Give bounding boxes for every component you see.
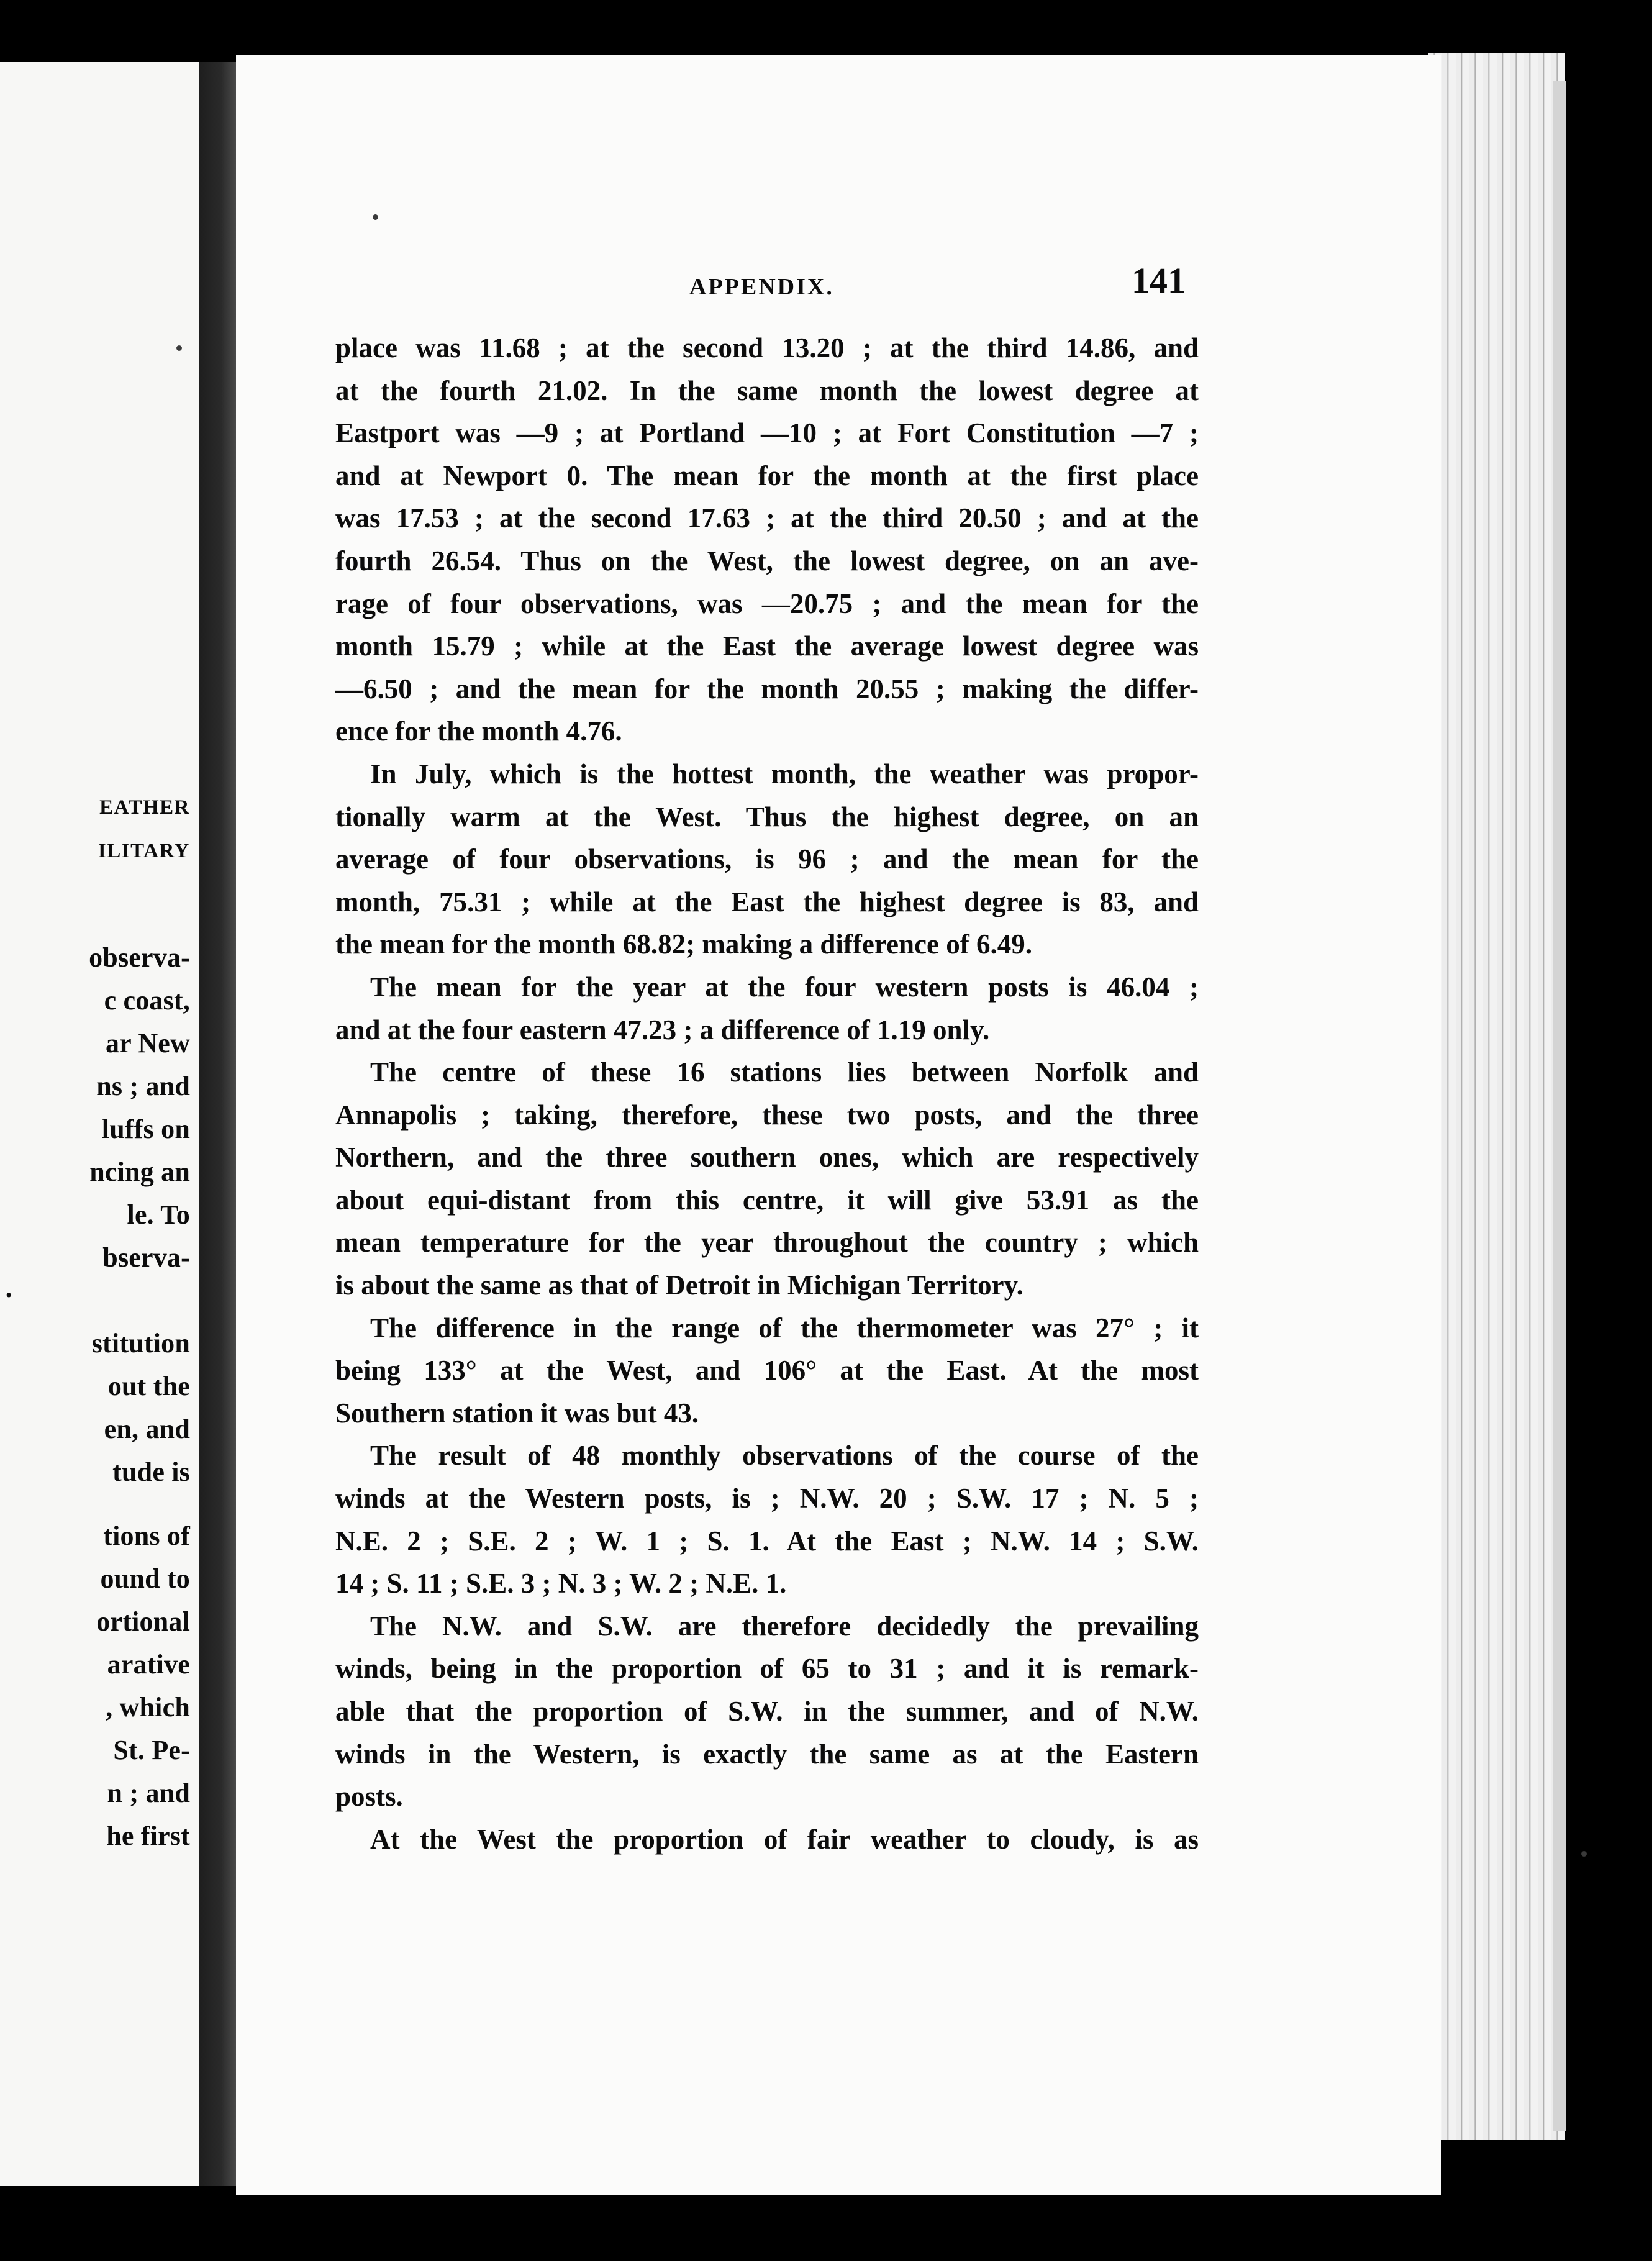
text-line: is about the same as that of Detroit in Michigan Territory. [335, 1270, 1023, 1301]
text-line: winds at the Western posts, is ; N.W. 20 ; S.W. 17 ; N. 5 ; [335, 1483, 1199, 1514]
text-line: was 17.53 ; at the second 17.63 ; at the third 20.50 ; and at the [335, 503, 1199, 534]
text-line: fourth 26.54. Thus on the West, the lowest degree, on an ave- [335, 545, 1199, 576]
left-facing-page [0, 62, 199, 2186]
page-number: 141 [1132, 260, 1186, 301]
text-line: posts. [335, 1781, 403, 1813]
text-line: winds, being in the proportion of 65 to 31 ; and it is remark- [335, 1653, 1199, 1685]
text-line: at the fourth 21.02. In the same month the lowest degree at [335, 375, 1199, 406]
left-fragment: c coast, [104, 985, 190, 1016]
text-line: about equi-distant from this centre, it will give 53.91 as the [335, 1184, 1199, 1216]
left-fragment: ns ; and [96, 1071, 190, 1101]
text-line: month 15.79 ; while at the East the average lowest degree was [335, 630, 1199, 662]
left-fragment: he first [106, 1821, 190, 1851]
text-line: Southern station it was but 43. [335, 1397, 699, 1429]
page-edges-shadow [1553, 81, 1566, 2131]
left-fragment: le. To [127, 1199, 190, 1230]
left-fragment: ortional [96, 1606, 190, 1637]
text-line: The result of 48 monthly observations of the course of the [370, 1440, 1199, 1472]
text-line: able that the proportion of S.W. in the summer, and of N.W. [335, 1696, 1199, 1727]
running-head: APPENDIX. [689, 274, 834, 300]
text-line: month, 75.31 ; while at the East the highest degree is 83, and [335, 886, 1199, 917]
left-fragment: luffs on [101, 1114, 190, 1144]
left-fragment: en, and [104, 1414, 190, 1444]
text-line: At the West the proportion of fair weather to cloudy, is as [370, 1823, 1199, 1855]
text-line: the mean for the month 68.82; making a difference of 6.49. [335, 929, 1032, 960]
text-line: —6.50 ; and the mean for the month 20.55 ; making the differ- [335, 673, 1199, 704]
left-fragment: out the [107, 1371, 190, 1401]
speck-mark [176, 345, 182, 351]
text-line: and at the four eastern 47.23 ; a difference of 1.19 only. [335, 1014, 990, 1045]
left-fragment: ar New [105, 1028, 190, 1058]
text-line: In July, which is the hottest month, the weather was propor- [370, 758, 1199, 789]
left-fragment: ound to [100, 1563, 190, 1594]
text-line: tionally warm at the West. Thus the highest degree, on an [335, 801, 1199, 832]
text-line: winds in the Western, is exactly the same as at the Eastern [335, 1738, 1199, 1770]
left-fragment: arative [107, 1649, 190, 1680]
left-fragment: EATHER [99, 796, 190, 819]
text-line: mean temperature for the year throughout the country ; which [335, 1227, 1199, 1258]
body-text [335, 327, 1199, 1860]
left-fragment: tions of [103, 1521, 190, 1551]
left-fragment: bserva- [102, 1242, 190, 1273]
text-line: 14 ; S. 11 ; S.E. 3 ; N. 3 ; W. 2 ; N.E. 1. [335, 1568, 787, 1599]
text-line: The mean for the year at the four western posts is 46.04 ; [370, 971, 1199, 1003]
text-line: being 133° at the West, and 106° at the East. At the most [335, 1355, 1199, 1386]
left-fragment: St. Pe- [113, 1735, 190, 1765]
left-fragment: . [5, 1273, 12, 1303]
text-line: Northern, and the three southern ones, which are respectively [335, 1142, 1199, 1173]
text-line: and at Newport 0. The mean for the month at the first place [335, 460, 1199, 491]
text-line: place was 11.68 ; at the second 13.20 ; at the third 14.86, and [335, 332, 1199, 363]
text-line: The difference in the range of the thermometer was 27° ; it [370, 1312, 1199, 1344]
text-line: average of four observations, is 96 ; and the mean for the [335, 844, 1199, 875]
text-line: The centre of these 16 stations lies between Norfolk and [370, 1057, 1199, 1088]
text-line: rage of four observations, was —20.75 ; and the mean for the [335, 588, 1199, 619]
left-fragment: n ; and [107, 1778, 190, 1808]
text-line: Eastport was —9 ; at Portland —10 ; at Fort Constitution —7 ; [335, 417, 1199, 449]
text-line: ence for the month 4.76. [335, 716, 622, 747]
left-fragment: ncing an [89, 1157, 190, 1187]
book-gutter [199, 62, 236, 2186]
text-line: Annapolis ; taking, therefore, these two posts, and the three [335, 1099, 1199, 1130]
text-line: N.E. 2 ; S.E. 2 ; W. 1 ; S. 1. At the East ; N.W. 14 ; S.W. [335, 1525, 1199, 1557]
speck-mark [1581, 1851, 1587, 1857]
left-fragment: , which [106, 1692, 190, 1722]
speck-mark [373, 214, 378, 220]
page-edges [1428, 53, 1565, 2140]
left-fragment: observa- [89, 942, 190, 973]
left-fragment: ILITARY [98, 840, 190, 862]
left-fragment: stitution [91, 1328, 190, 1358]
left-fragment: tude is [112, 1457, 190, 1487]
text-line: The N.W. and S.W. are therefore decidedly the prevailing [370, 1610, 1199, 1642]
